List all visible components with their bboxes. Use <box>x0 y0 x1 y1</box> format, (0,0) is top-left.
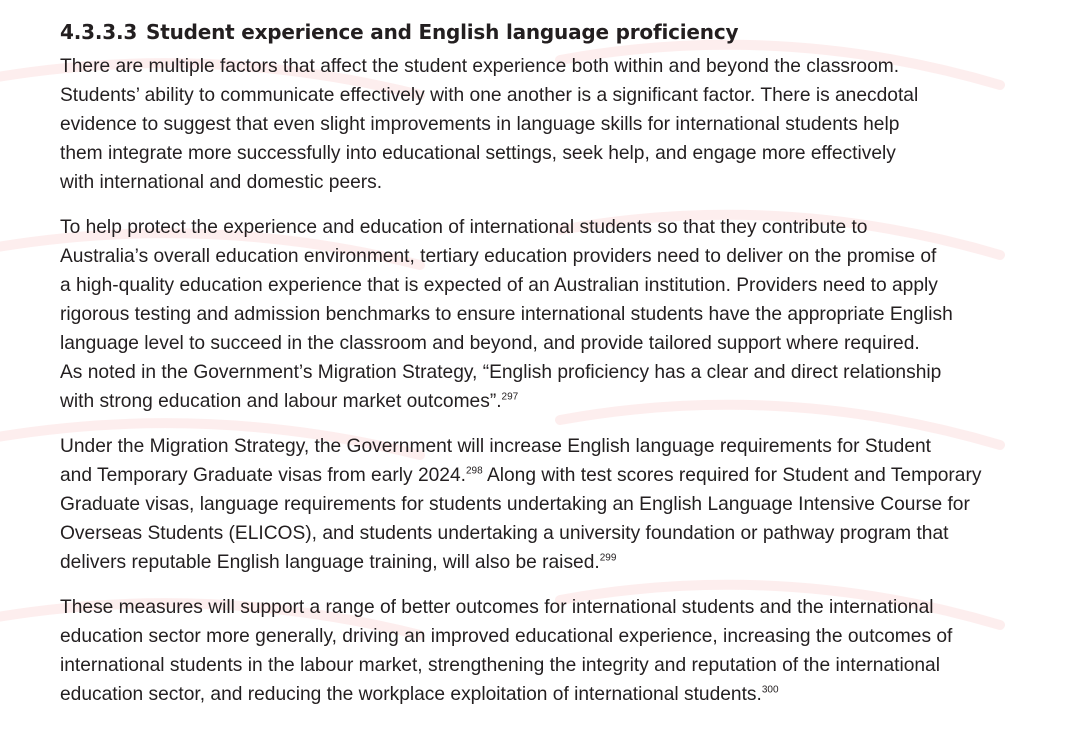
text-line: a high-quality education experience that is expected of an Australian institution. Providers need to apply <box>60 275 938 296</box>
text-line: evidence to suggest that even slight improvements in language skills for international students help <box>60 114 900 135</box>
text-line: As noted in the Government’s Migration Strategy, “English proficiency has a clear and direct relationship <box>60 362 942 383</box>
text-line: international students in the labour market, strengthening the integrity and reputation of the international <box>60 655 940 676</box>
text-line: These measures will support a range of better outcomes for international students and the international <box>60 597 934 618</box>
footnote-ref-299[interactable]: 299 <box>599 552 617 564</box>
text-line: Graduate visas, language requirements for students undertaking an English Language Intensive Course for <box>60 494 970 515</box>
text-line <box>60 387 1050 416</box>
section-title: Student experience and English language proficiency <box>146 20 739 44</box>
footnote-ref-300[interactable]: 300 <box>761 684 779 696</box>
text-line: Under the Migration Strategy, the Government will increase English language requirements for Student <box>60 436 932 457</box>
text-line <box>60 461 1050 490</box>
text-line: with international and domestic peers. <box>60 172 383 193</box>
text-line: Students’ ability to communicate effectively with one another is a significant factor. There is anecdotal <box>60 85 919 106</box>
line-text-after: Along with test scores required for Student and Temporary <box>482 465 982 486</box>
paragraph-3 <box>60 432 1050 577</box>
text-line: language level to succeed in the classroom and beyond, and provide tailored support where required. <box>60 333 920 354</box>
text-line: To help protect the experience and education of international students so that they contribute to <box>60 217 868 238</box>
paragraph-4 <box>60 593 1050 709</box>
section-heading <box>60 18 1050 46</box>
footnote-ref-297[interactable]: 297 <box>501 391 519 403</box>
paragraph-1 <box>60 52 1050 197</box>
text-line: Australia’s overall education environment, tertiary education providers need to deliver on the promise of <box>60 246 937 267</box>
text-line: them integrate more successfully into educational settings, seek help, and engage more effectively <box>60 143 896 164</box>
line-text: with strong education and labour market outcomes”. <box>60 391 502 412</box>
text-line: Overseas Students (ELICOS), and students undertaking a university foundation or pathway program that <box>60 523 949 544</box>
line-text: education sector, and reducing the workplace exploitation of international students. <box>60 684 762 705</box>
line-text: and Temporary Graduate visas from early 2024. <box>60 465 466 486</box>
text-line: rigorous testing and admission benchmarks to ensure international students have the appropriate English <box>60 304 953 325</box>
section-number: 4.3.3.3 <box>60 20 138 44</box>
paragraph-2 <box>60 213 1050 416</box>
footnote-ref-298[interactable]: 298 <box>465 465 483 477</box>
document-body <box>60 18 1050 725</box>
text-line: There are multiple factors that affect the student experience both within and beyond the classroom. <box>60 56 900 77</box>
text-line: education sector more generally, driving an improved educational experience, increasing the outcomes of <box>60 626 953 647</box>
text-line <box>60 548 1050 577</box>
text-line <box>60 680 1050 709</box>
line-text: delivers reputable English language training, will also be raised. <box>60 552 600 573</box>
